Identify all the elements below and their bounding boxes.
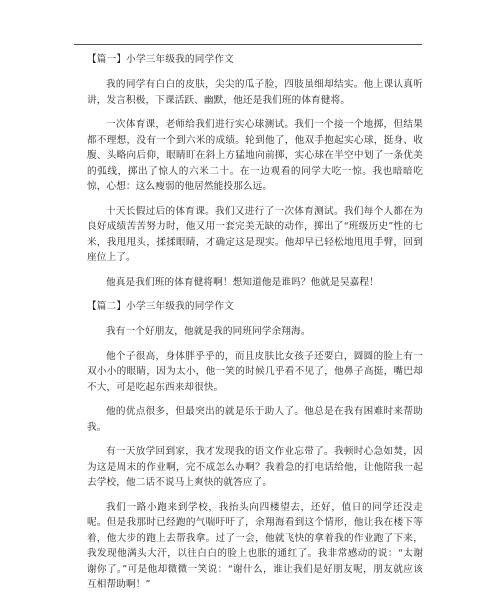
paragraph: 他真是我们班的体育健将啊！想知道他是谁吗？他就是吴嘉程！ xyxy=(106,276,379,288)
paragraph: 我有一个好朋友，他就是我的同班同学余翔海。 xyxy=(106,326,311,337)
paragraph: 一次体育课，老师给我们进行实心球测试。我们一个接一个地掷，但结果都不理想，没有一个到六米的成绩。轮到他了，他双手抱起实心球，挺身、收腹、头略向后仰，眼睛盯在斜上方猛地向前掷，实心球在半空中划了一条优美的弧线，掷出了惊人的六米二十。在一边观看的同学大吃一惊。我也暗暗吃惊，心想：这么瘦弱的他居然能投那么远。 xyxy=(87,119,423,192)
section-heading-2: 【篇二】小学三年级我的同学作文 xyxy=(87,301,234,312)
paragraph: 他个子很高，身体胖乎乎的，而且皮肤比女孩子还要白，圆圆的脸上有一双小小的眼睛，因为太小，他一笑的时候几乎看不见了，他鼻子高挺，嘴巴却不大，可是吃起东西来却很快。 xyxy=(87,350,423,393)
paragraph: 他的优点很多，但最突出的就是乐于助人了。他总是在我有困难时来帮助我。 xyxy=(87,406,423,433)
paragraph: 我们一路小跑来到学校，我抬头向四楼望去，还好，值日的同学还没走呢。但是我那时已经跑的气喘吁吁了，余翔海看到这个情形，他让我在楼下等着，他大步的跑上去帮我拿。过了一会，他就飞快的拿着我的作业跑了下来，我发现他满头大汗，以往白白的脸上也胀的通红了。我非常感动的说：“太谢谢你了。”可是他却微微一笑说：“谢什么，谁让我们是好朋友呢，朋友就应该互相帮助啊！” xyxy=(87,501,423,590)
paragraph: 我的同学有白白的皮肤，尖尖的瓜子脸，四肢虽细却结实。他上课认真听讲，发言积极，下课活跃、幽默，他还是我们班的体育健将。 xyxy=(87,79,423,106)
paragraph: 十天长假过后的体育课。我们又进行了一次体育测试。我们每个人都在为良好成绩苦苦努力时，他又用一套完美无缺的动作，掷出了“班级历史”性的七米，我甩甩头，揉揉眼睛，才确定这是现实。他却早已轻松地甩甩手臂，回到座位上了。 xyxy=(87,205,423,263)
section-heading-1: 【篇一】小学三年级我的同学作文 xyxy=(87,54,234,65)
header-rule xyxy=(74,44,422,45)
article-body xyxy=(87,52,423,602)
paragraph: 有一天放学回到家，我才发现我的语文作业忘带了。我顿时心急如焚，因为这是周末的作业啊，完不成怎么办啊？我着急的打电话给他，让他陪我一起去学校，他二话不说马上爽快的就答应了。 xyxy=(87,446,423,488)
